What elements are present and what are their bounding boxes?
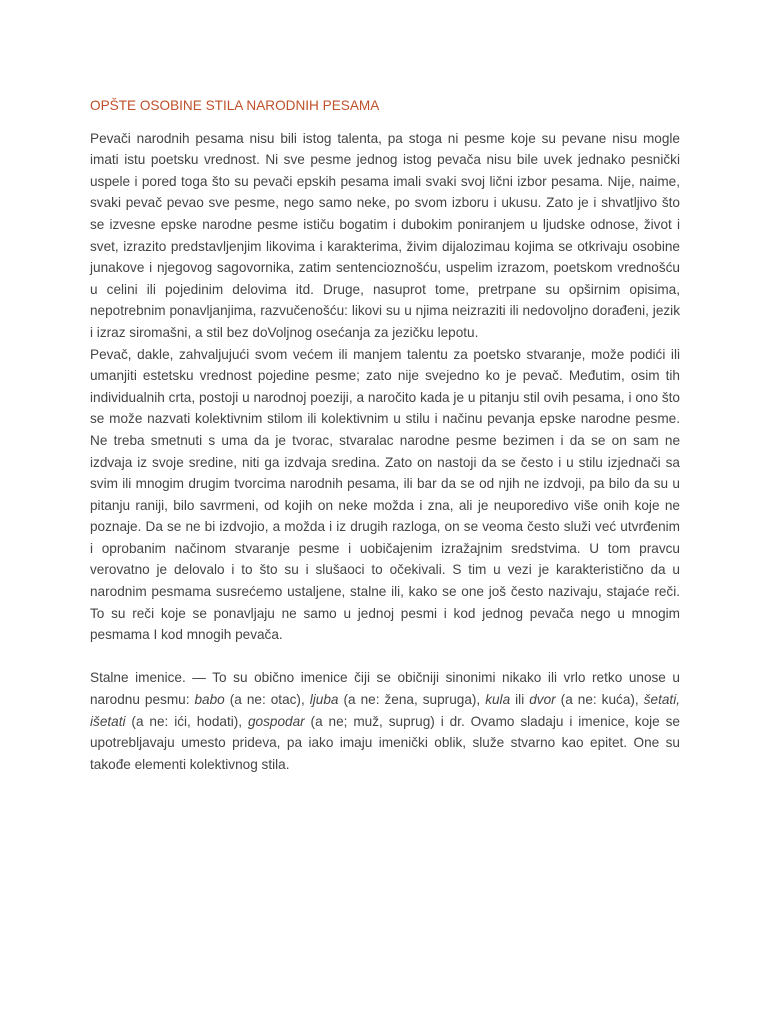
paragraph-1: Pevači narodnih pesama nisu bili istog talenta, pa stoga ni pesme koje su pevane nisu mogle imati istu poetsku vrednost. Ni sve pesme jednog istog pevača nisu bile uvek jednako pesnički uspele i pored toga što su pevači epskih pesama imali svaki svoj lični izbor pesama. Nije, naime, svaki pevač pevao sve pesme, nego samo neke, po svom izboru i ukusu. Zato je i shvatljivo što se izvesne epske narodne pesme ističu bogatim i dubokim poniranjem u ljudske odnose, život i svet, izrazito predstavljenjim likovima i karakterima, živim dijalozimau kojima se otkrivaju osobine junakove i njegovog sagovornika, zatim sentencioznošću, uspelim izrazom, poetskom vrednošću u celini ili pojedinim delovima itd. Druge, nasuprot tome, pretrpane su opširnim opisima, nepotrebnim ponavljanjima, razvučenošću: likovi su u njima neizraziti ili nedovoljno dorađeni, jezik i izraz siromašni, a stil bez doVoljnog osećanja za jezičku lepotu. (90, 130, 680, 340)
paragraph-3-text-1: Stalne imenice. — To su obično imenice čiji se običniji sinonimi nikako ili vrlo retko unose u narodnu pesmu: (90, 670, 680, 708)
paragraph-2: Pevač, dakle, zahvaljujući svom većem ili manjem talentu za poetsko stvaranje, može podići ili umanjiti estetsku vrednost pojedine pesme; zato nije svejedno ko je pevač. Međutim, osim tih individualnih crta, postoji u narodnoj poeziji, a naročito kada je u pitanju stil ovih pesama, i ono što se može nazvati kolektivnim stilom ili kolektivnim u stilu i načinu pevanja epske narodne pesme. Ne treba smetnuti s uma da je tvorac, stvaralac narodne pesme bezimen i da se on sam ne izdvaja iz svoje sredine, niti ga izdvaja sredina. Zato on nastoji da se često i u stilu izjednači sa svim ili mnogim drugim tvorcima narodnih pesama, ili bar da se od njih ne izdvoji, pa bilo da su u pitanju raniji, bilo savrmeni, od kojih on neke možda i zna, ali je neuporedivo više onih koje ne poznaje. Da se ne bi izdvojio, a možda i iz drugih razloga, on se veoma često služi već utvrđenim i oprobanim načinom stvaranje pesme i uobičajenim izražajnim sredstvima. U tom pravcu verovatno je delovalo i to što su i slušaoci to očekivali. S tim u vezi je karakteristično da u narodnim pesmama susrećemo ustaljene, stalne ili, kako se one još često nazivaju, stajaće reči. To su reči koje se ponavljaju ne samo u jednoj pesmi i kod jednog pevača nego u mnogim pesmama I kod mnogih pevača. (90, 346, 680, 643)
italic-term-dvor: dvor (529, 692, 556, 708)
paragraph-3-text-2: (a ne: otac), (224, 692, 310, 708)
paragraph-3 (90, 667, 680, 775)
paragraph-3-text-5: (a ne: kuća), (555, 692, 644, 708)
paragraph-3-text-6: (a ne: ići, hodati), (125, 713, 248, 729)
italic-term-babo: babo (194, 692, 225, 708)
paragraph-3-text-4: ili (510, 692, 530, 708)
document-page (90, 95, 680, 775)
italic-term-ljuba: ljuba (309, 692, 339, 708)
italic-term-setati: šetati, išetati (90, 692, 680, 729)
paragraph-3-text-3: (a ne: žena, supruga), (338, 692, 486, 708)
document-title: OPŠTE OSOBINE STILA NARODNIH PESAMA (90, 98, 380, 113)
paragraph-3-text-7: (a ne; muž, suprug) i dr. Ovamo sladaju i imenice, koje se upotrebljavaju umesto prideva, pa iako imaju imenički oblik, služe stvarno kao epitet. One su takođe elementi kolektivnog stila. (90, 713, 680, 772)
italic-term-kula: kula (485, 692, 511, 708)
italic-term-gospodar: gospodar (247, 713, 305, 729)
paragraph-spacer (90, 646, 680, 668)
